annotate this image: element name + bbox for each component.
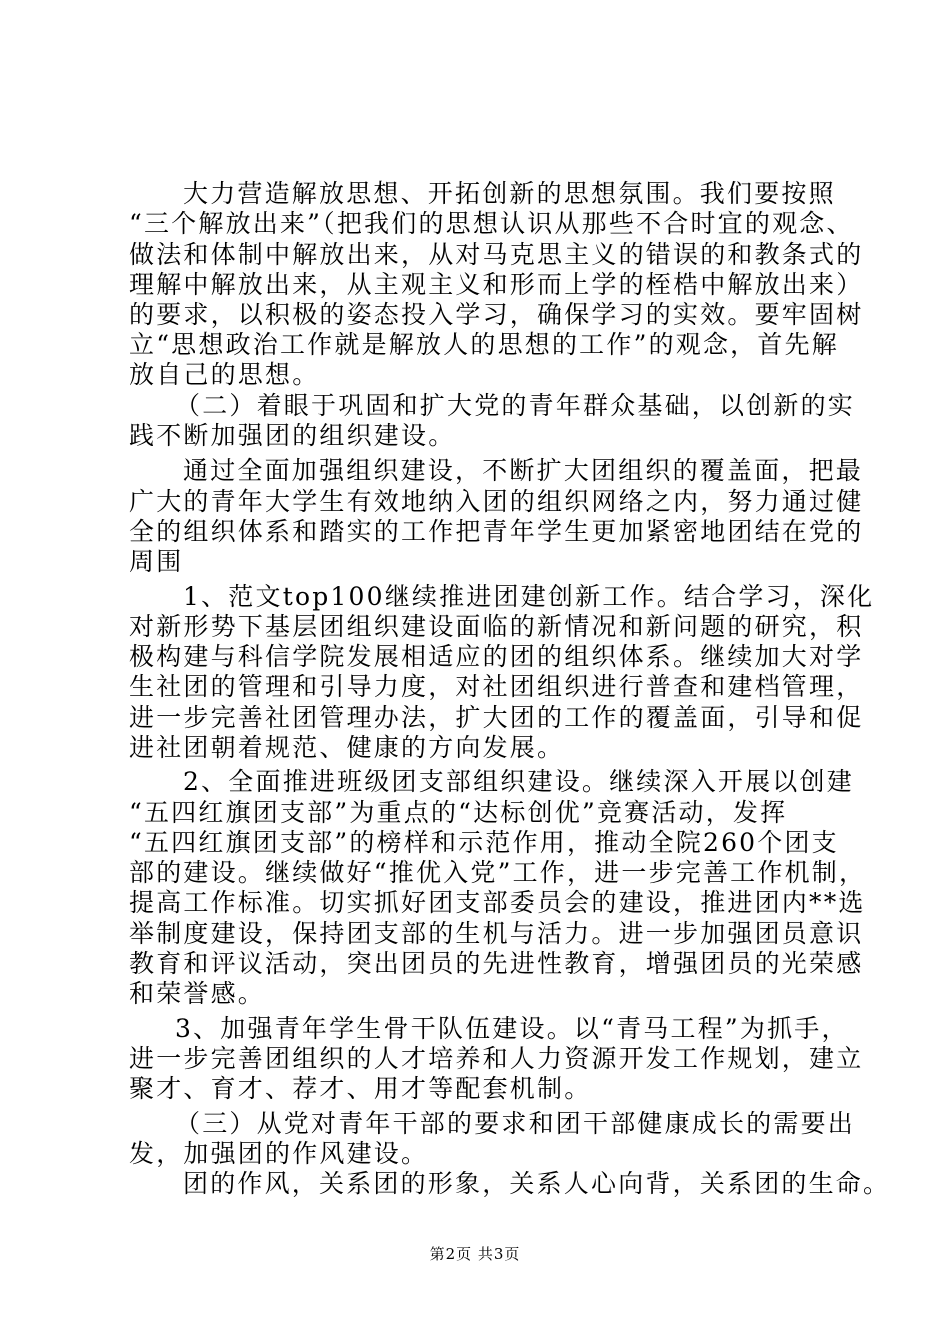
paragraph-line: 周围 bbox=[129, 547, 184, 576]
list-item-line: 聚才、育才、荐才、用才等配套机制。 bbox=[129, 1074, 592, 1103]
paragraph-line: 理解中解放出来，从主观主义和形而上学的桎梏中解放出来） bbox=[129, 269, 864, 299]
paragraph-line: 团的作风，关系团的形象，关系人心向背，关系团的生命。 bbox=[183, 1169, 891, 1198]
section-heading-line: 践不断加强团的组织建设。 bbox=[129, 420, 456, 450]
paragraph-line: 大力营造解放思想、开拓创新的思想氛围。我们要按照 bbox=[183, 179, 836, 208]
list-item-line: “五四红旗团支部”为重点的“达标创优”竞赛活动，发挥 bbox=[129, 797, 788, 827]
list-item-line: 和荣誉感。 bbox=[129, 978, 266, 1008]
list-item-line: 进一步完善团组织的人才培养和人力资源开发工作规划，建立 bbox=[129, 1043, 864, 1073]
list-item-line: 1、范文top100继续推进团建创新工作。结合学习，深化 bbox=[183, 581, 875, 611]
paragraph-line: 放自己的思想。 bbox=[129, 360, 320, 390]
section-heading-line: 发，加强团的作风建设。 bbox=[129, 1138, 429, 1168]
page-number-footer: 第2页 共3页 bbox=[429, 1245, 521, 1263]
list-item-line: 举制度建设，保持团支部的生机与活力。进一步加强团员意识 bbox=[129, 918, 864, 948]
list-item-line: 2、全面推进班级团支部组织建设。继续深入开展以创建 bbox=[183, 767, 854, 797]
list-item-line: 3、加强青年学生骨干队伍建设。以“青马工程”为抓手， bbox=[175, 1013, 849, 1043]
list-item-line: 部的建设。继续做好“推优入党”工作，进一步完善工作机制， bbox=[129, 858, 867, 887]
list-item-line: 进社团朝着规范、健康的方向发展。 bbox=[129, 732, 565, 762]
paragraph-line: 全的组织体系和踏实的工作把青年学生更加紧密地团结在党的 bbox=[129, 516, 864, 546]
section-heading-line: （二）着眼于巩固和扩大党的青年群众基础，以创新的实 bbox=[175, 390, 856, 420]
list-item-line: 提高工作标准。切实抓好团支部委员会的建设，推进团内**选 bbox=[129, 888, 866, 918]
paragraph-line: “三个解放出来”（把我们的思想认识从那些不合时宜的观念、 bbox=[129, 209, 854, 239]
list-item-line: 极构建与科信学院发展相适应的团的组织体系。继续加大对学 bbox=[129, 642, 864, 671]
paragraph-line: 立“思想政治工作就是解放人的思想的工作”的观念，首先解 bbox=[129, 330, 839, 360]
list-item-line: 生社团的管理和引导力度，对社团组织进行普查和建档管理， bbox=[129, 672, 864, 702]
list-item-line: 对新形势下基层团组织建设面临的新情况和新问题的研究，积 bbox=[129, 611, 864, 641]
paragraph-line: 广大的青年大学生有效地纳入团的组织网络之内，努力通过健 bbox=[129, 486, 864, 516]
list-item-line: 进一步完善社团管理办法，扩大团的工作的覆盖面，引导和促 bbox=[129, 702, 864, 732]
list-item-line: “五四红旗团支部”的榜样和示范作用，推动全院260个团支 bbox=[129, 827, 839, 857]
list-item-line: 教育和评议活动，突出团员的先进性教育，增强团员的光荣感 bbox=[129, 948, 864, 978]
paragraph-line: 的要求，以积极的姿态投入学习，确保学习的实效。要牢固树 bbox=[129, 299, 864, 329]
paragraph-line: 通过全面加强组织建设，不断扩大团组织的覆盖面，把最 bbox=[183, 456, 864, 486]
paragraph-line: 做法和体制中解放出来，从对马克思主义的错误的和教条式的 bbox=[129, 239, 864, 269]
section-heading-line: （三）从党对青年干部的要求和团干部健康成长的需要出 bbox=[175, 1108, 856, 1138]
